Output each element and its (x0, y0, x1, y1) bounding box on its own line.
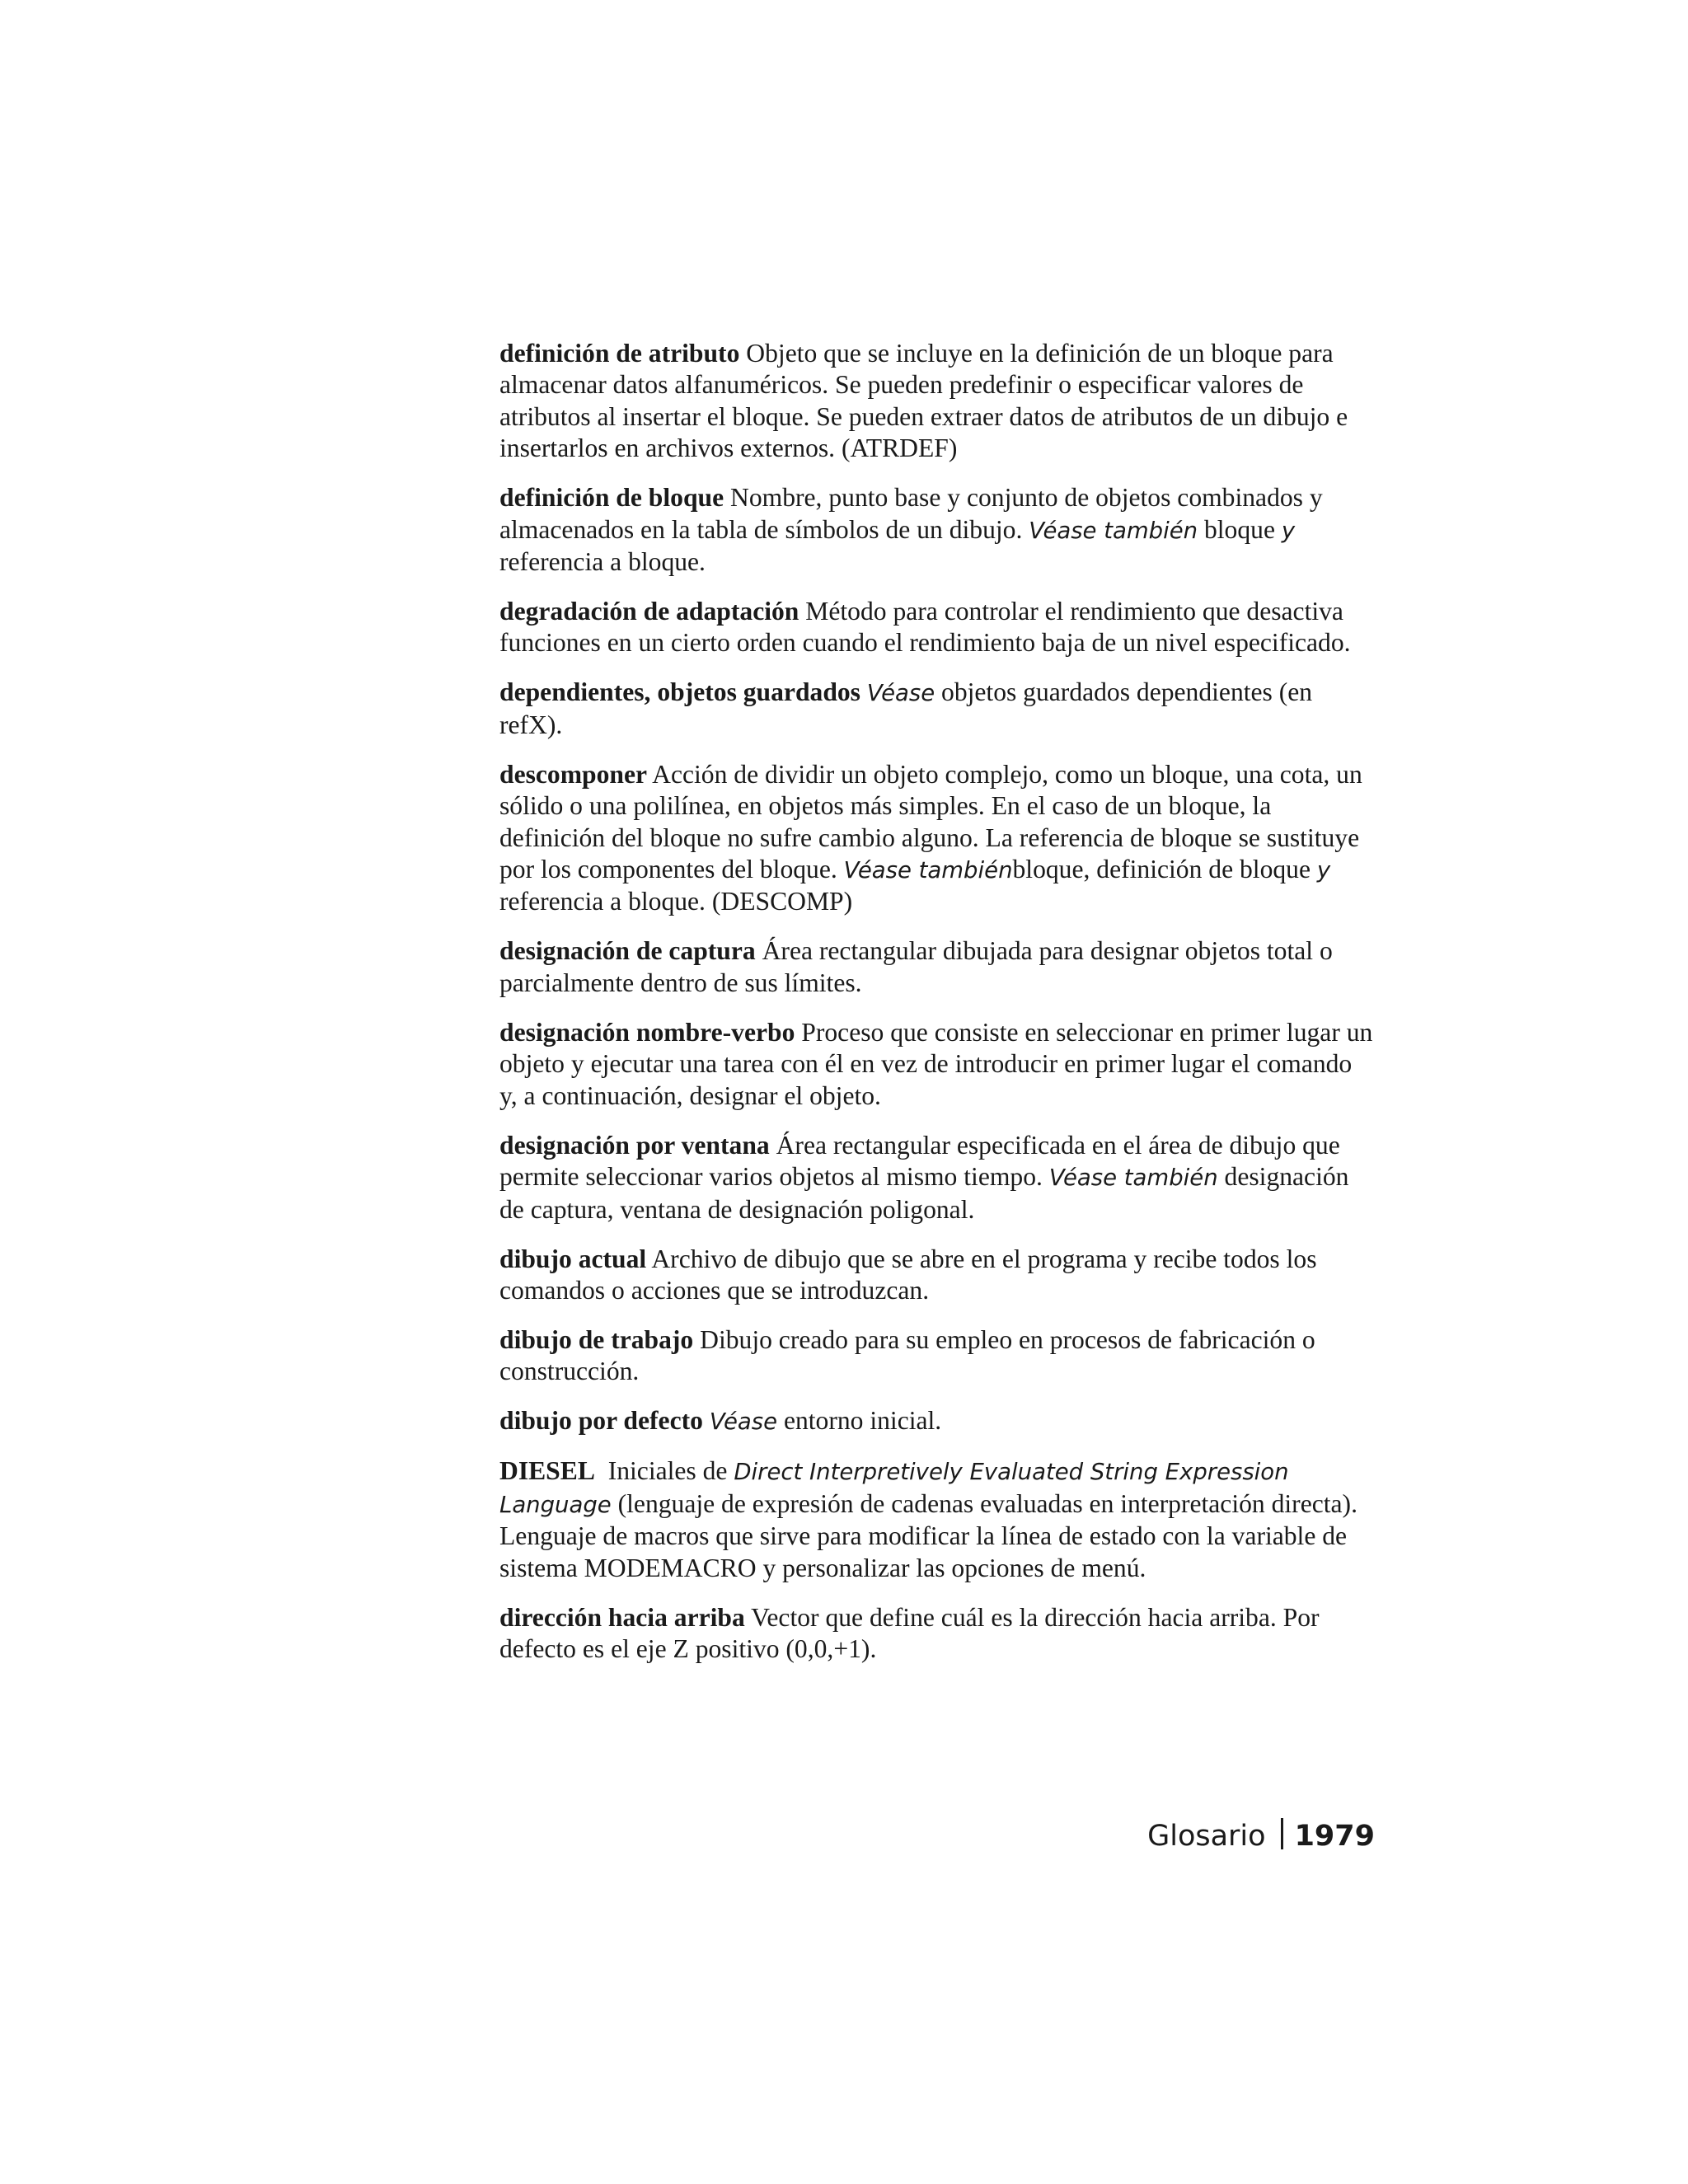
entry-term: designación por ventana (499, 1130, 770, 1160)
entry-term: dibujo actual (499, 1244, 647, 1273)
entry-term: descomponer (499, 759, 648, 789)
footer-separator (1281, 1818, 1283, 1849)
see-also-reference: Véase también (843, 857, 1013, 884)
entry-text: Nombre, punto base y conjunto de objetos combinados y almacenados en la tabla de símbolos de un dibujo. (499, 483, 1323, 544)
entry-text: objetos guardados dependientes (en refX). (499, 677, 1313, 739)
entry-text: (lenguaje de expresión de cadenas evaluadas en interpretación directa). Lenguaje de macros que sirve para modificar la línea de estado con la variable de sistema MODEMACRO y personalizar las opciones de menú. (499, 1488, 1357, 1582)
entry-text: Dibujo creado para su empleo en procesos de fabricación o construcción. (499, 1324, 1315, 1386)
entry-text: bloque (1203, 514, 1275, 544)
glossary-entry-dependientes-objetos-guardados (499, 677, 1375, 741)
entry-term: dibujo por defecto (499, 1406, 703, 1436)
entry-term: dependientes, objetos guardados (499, 677, 860, 707)
glossary-entry-dibujo-de-trabajo (499, 1324, 1375, 1388)
see-also-reference: Véase también (1048, 1165, 1218, 1192)
glossary-entry-degradacion-de-adaptacion (499, 596, 1375, 659)
glossary-entries (499, 338, 1375, 1683)
entry-term: dibujo de trabajo (499, 1324, 694, 1354)
glossary-entry-diesel (499, 1455, 1375, 1584)
entry-term: DIESEL (499, 1456, 595, 1486)
acronym-expansion: Direct Interpretively Evaluated String Expression Language (499, 1459, 1289, 1518)
entry-term: degradación de adaptación (499, 597, 799, 626)
entry-text: referencia a bloque. (DESCOMP) (499, 887, 853, 916)
entry-text: Área rectangular especificada en el área de dibujo que permite seleccionar varios objetos al mismo tiempo. (499, 1130, 1340, 1192)
glossary-entry-definicion-de-atributo (499, 338, 1375, 465)
entry-text: Iniciales de (607, 1456, 728, 1486)
entry-text: referencia a bloque. (499, 547, 706, 577)
glossary-entry-definicion-de-bloque (499, 482, 1375, 578)
glossary-entry-designacion-por-ventana (499, 1130, 1375, 1226)
conjunction-y: y (1281, 517, 1296, 544)
entry-text: entorno inicial. (783, 1406, 942, 1436)
entry-term: definición de bloque (499, 483, 724, 513)
glossary-entry-direccion-hacia-arriba (499, 1602, 1375, 1666)
glossary-entry-descomponer (499, 759, 1375, 918)
entry-text: Área rectangular dibujada para designar objetos total o parcialmente dentro de sus límites. (499, 936, 1333, 997)
entry-term: dirección hacia arriba (499, 1602, 745, 1632)
entry-text: Acción de dividir un objeto complejo, como un bloque, una cota, un sólido o una polilínea, en objetos más simples. En el caso de un bloque, la definición del bloque no sufre cambio alguno. La referencia de bloque se sustituye por los componentes del bloque. (499, 759, 1362, 884)
section-name: Glosario (1147, 1820, 1266, 1853)
see-reference: Véase (866, 680, 935, 707)
glossary-entry-designacion-de-captura (499, 935, 1375, 999)
conjunction-y: y (1316, 857, 1331, 884)
glossary-entry-dibujo-por-defecto (499, 1405, 1375, 1437)
entry-text: bloque, definición de bloque (1012, 855, 1311, 884)
see-also-reference: Véase también (1029, 517, 1198, 544)
page-footer (1147, 1818, 1375, 1853)
entry-term: designación nombre-verbo (499, 1017, 795, 1047)
see-reference: Véase (709, 1408, 778, 1436)
entry-text: Proceso que consiste en seleccionar en primer lugar un objeto y ejecutar una tarea con él en vez de introducir en primer lugar el comando y, a continuación, designar el objeto. (499, 1017, 1373, 1110)
entry-term: definición de atributo (499, 339, 740, 368)
entry-text: designación de captura, ventana de designación poligonal. (499, 1162, 1349, 1224)
entry-term: designación de captura (499, 936, 756, 966)
entry-text: Vector que define cuál es la dirección hacia arriba. Por defecto es el eje Z positivo (0,0,+1). (499, 1602, 1320, 1663)
page-number: 1979 (1294, 1820, 1375, 1853)
glossary-entry-dibujo-actual (499, 1244, 1375, 1307)
entry-text: Método para controlar el rendimiento que desactiva funciones en un cierto orden cuando el rendimiento baja de un nivel especificado. (499, 597, 1351, 658)
glossary-entry-designacion-nombre-verbo (499, 1017, 1375, 1112)
entry-text: Archivo de dibujo que se abre en el programa y recibe todos los comandos o acciones que se introduzcan. (499, 1244, 1317, 1305)
entry-text: Objeto que se incluye en la definición de un bloque para almacenar datos alfanuméricos. Se pueden predefinir o especificar valores de atributos al insertar el bloque. Se pueden extraer datos de atributos de un dibujo e insertarlos en archivos externos. (ATRDEF) (499, 339, 1348, 463)
